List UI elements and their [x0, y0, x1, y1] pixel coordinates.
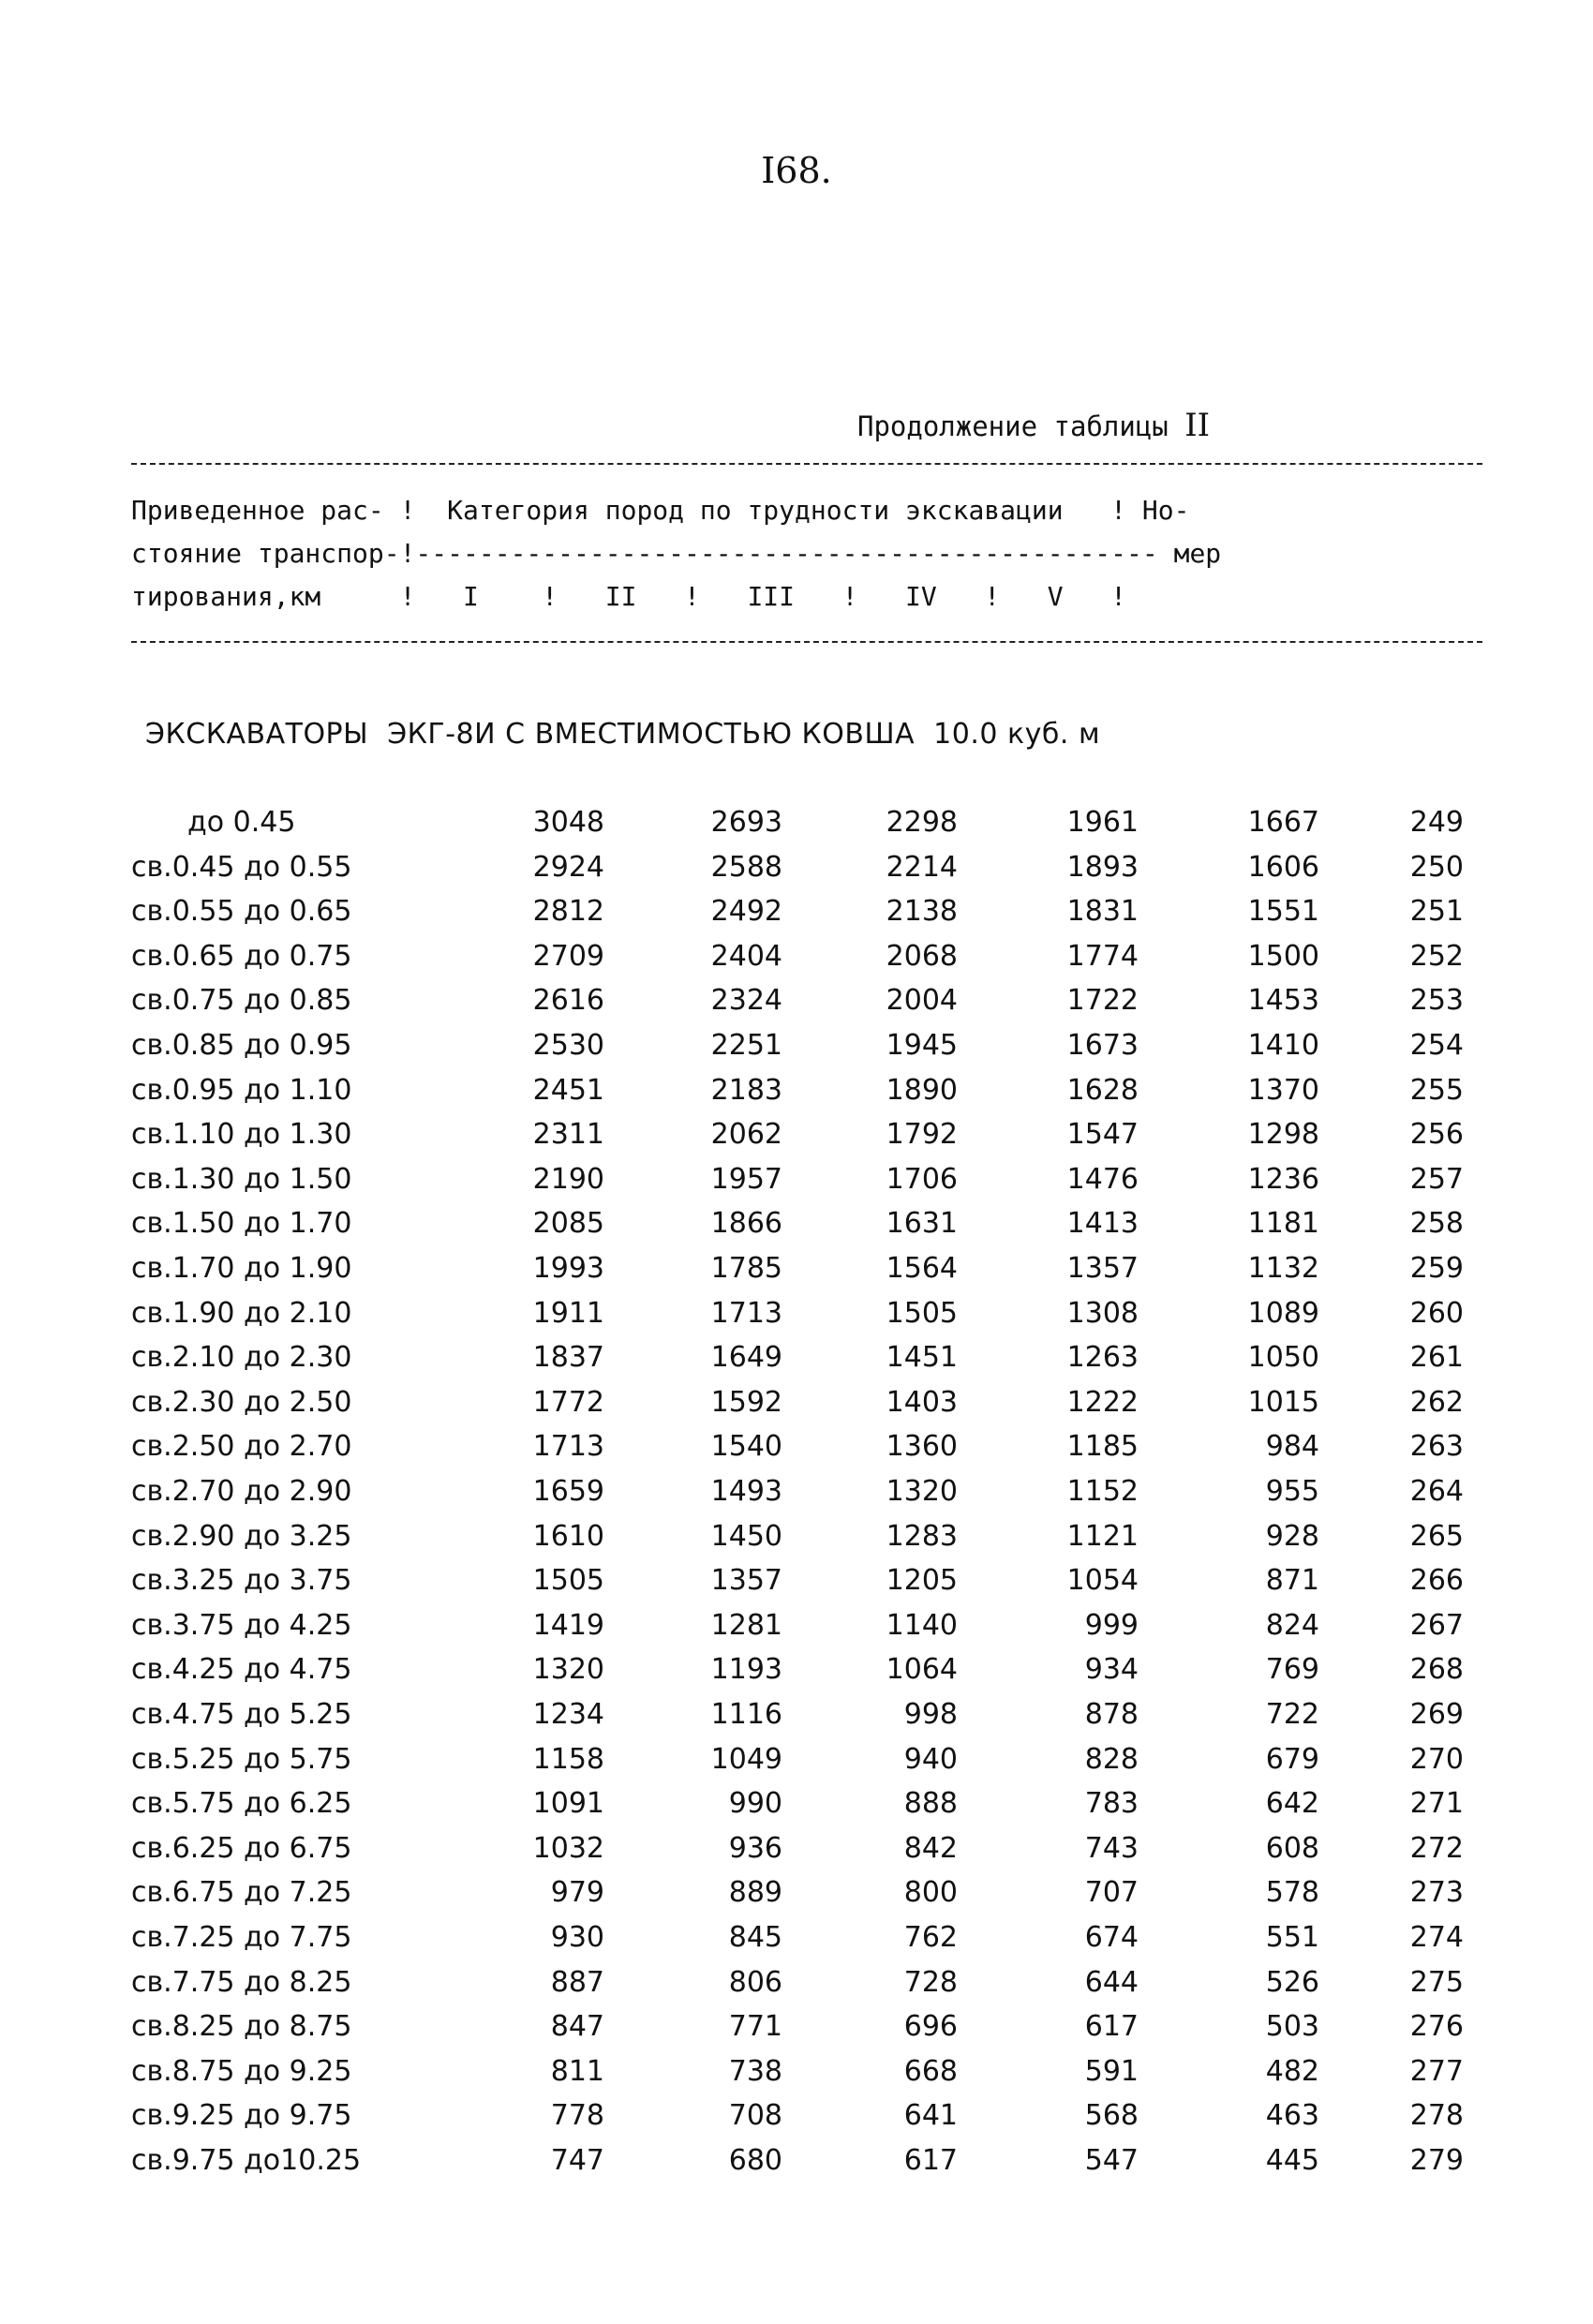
- value-cat-4: 644: [1084, 1965, 1139, 1999]
- value-cat-5: 1298: [1247, 1118, 1319, 1152]
- value-cat-2: 1713: [710, 1296, 782, 1330]
- value-cat-2: 708: [728, 2099, 782, 2133]
- value-cat-1: 1659: [532, 1475, 604, 1508]
- value-cat-3: 1451: [886, 1341, 958, 1375]
- value-cat-2: 2251: [710, 1029, 782, 1062]
- value-cat-2: 990: [728, 1787, 782, 1821]
- value-cat-1: 2085: [532, 1207, 604, 1241]
- value-cat-4: 1054: [1066, 1564, 1139, 1598]
- value-cat-3: 2214: [886, 850, 958, 884]
- value-cat-3: 800: [903, 1876, 958, 1910]
- value-cat-4: 934: [1084, 1653, 1139, 1687]
- value-cat-5: 722: [1265, 1698, 1319, 1731]
- value-cat-5: 1606: [1247, 850, 1319, 884]
- value-cat-4: 707: [1084, 1876, 1139, 1910]
- value-cat-5: 503: [1265, 2010, 1319, 2044]
- distance-range-label: до 0.45: [187, 806, 296, 839]
- value-cat-3: 1505: [886, 1296, 958, 1330]
- value-cat-3: 1890: [886, 1073, 958, 1107]
- value-cat-4: 674: [1084, 1921, 1139, 1954]
- value-cat-3: 762: [903, 1921, 958, 1954]
- value-cat-3: 1360: [886, 1430, 958, 1464]
- table-row: [0, 2010, 1593, 2048]
- value-cat-2: 1649: [710, 1341, 782, 1375]
- value-cat-5: 955: [1265, 1475, 1319, 1508]
- distance-range-label: св.2.30 до 2.50: [131, 1385, 352, 1419]
- value-cat-4: 1673: [1066, 1029, 1139, 1062]
- value-cat-3: 2068: [886, 939, 958, 973]
- value-cat-4: 1774: [1066, 939, 1139, 973]
- table-row: [0, 1297, 1593, 1334]
- value-cat-3: 1205: [886, 1564, 958, 1598]
- row-number: 254: [1409, 1029, 1464, 1062]
- table-row: [0, 1832, 1593, 1870]
- value-cat-1: 1993: [532, 1252, 604, 1285]
- value-cat-4: 1308: [1066, 1296, 1139, 1330]
- value-cat-4: 591: [1084, 2054, 1139, 2088]
- value-cat-1: 979: [550, 1876, 604, 1910]
- row-number: 279: [1409, 2144, 1464, 2177]
- value-cat-4: 828: [1084, 1742, 1139, 1776]
- value-cat-3: 2004: [886, 984, 958, 1018]
- distance-range-label: св.6.75 до 7.25: [131, 1876, 352, 1910]
- value-cat-5: 1453: [1247, 984, 1319, 1018]
- value-cat-4: 1263: [1066, 1341, 1139, 1375]
- table-row: [0, 895, 1593, 932]
- table-row: [0, 1921, 1593, 1959]
- row-number: 262: [1409, 1385, 1464, 1419]
- value-cat-1: 1091: [532, 1787, 604, 1821]
- value-cat-4: 1961: [1066, 806, 1139, 839]
- value-cat-2: 1866: [710, 1207, 782, 1241]
- row-number: 267: [1409, 1608, 1464, 1642]
- value-cat-5: 928: [1265, 1519, 1319, 1553]
- row-number: 272: [1409, 1831, 1464, 1865]
- value-cat-4: 1547: [1066, 1118, 1139, 1152]
- table-row: [0, 2144, 1593, 2182]
- value-cat-3: 1792: [886, 1118, 958, 1152]
- value-cat-5: 824: [1265, 1608, 1319, 1642]
- distance-range-label: св.2.90 до 3.25: [131, 1519, 352, 1553]
- value-cat-2: 2588: [710, 850, 782, 884]
- table-row: [0, 1430, 1593, 1467]
- table-row: [0, 1876, 1593, 1914]
- distance-range-label: св.0.75 до 0.85: [131, 984, 352, 1018]
- distance-range-label: св.0.85 до 0.95: [131, 1029, 352, 1062]
- value-cat-4: 1185: [1066, 1430, 1139, 1464]
- value-cat-3: 1320: [886, 1475, 958, 1508]
- value-cat-2: 2062: [710, 1118, 782, 1152]
- table-row: [0, 1252, 1593, 1289]
- value-cat-2: 2324: [710, 984, 782, 1018]
- header-line-1: Приведенное рас- ! Категория пород по трудности экскавации ! Но-: [131, 495, 1190, 526]
- value-cat-1: 2451: [532, 1073, 604, 1107]
- row-number: 249: [1409, 806, 1464, 839]
- table-row: [0, 1341, 1593, 1378]
- value-cat-1: 1505: [532, 1564, 604, 1598]
- header-line-3: тирования,км ! I ! II ! III ! IV ! V !: [131, 581, 1127, 612]
- value-cat-1: 1911: [532, 1296, 604, 1330]
- row-number: 271: [1409, 1787, 1464, 1821]
- value-cat-2: 1193: [710, 1653, 782, 1687]
- table-row: [0, 1475, 1593, 1512]
- row-number: 252: [1409, 939, 1464, 973]
- row-number: 269: [1409, 1698, 1464, 1731]
- value-cat-3: 842: [903, 1831, 958, 1865]
- table-row: [0, 1118, 1593, 1155]
- value-cat-4: 1893: [1066, 850, 1139, 884]
- value-cat-1: 2924: [532, 850, 604, 884]
- value-cat-4: 1121: [1066, 1519, 1139, 1553]
- value-cat-3: 2138: [886, 895, 958, 929]
- value-cat-1: 2311: [532, 1118, 604, 1152]
- value-cat-4: 568: [1084, 2099, 1139, 2133]
- value-cat-1: 2530: [532, 1029, 604, 1062]
- row-number: 266: [1409, 1564, 1464, 1598]
- distance-range-label: св.1.10 до 1.30: [131, 1118, 352, 1152]
- value-cat-3: 1403: [886, 1385, 958, 1419]
- row-number: 270: [1409, 1742, 1464, 1776]
- value-cat-2: 845: [728, 1921, 782, 1954]
- distance-range-label: св.1.70 до 1.90: [131, 1252, 352, 1285]
- value-cat-2: 1116: [710, 1698, 782, 1731]
- value-cat-5: 679: [1265, 1742, 1319, 1776]
- value-cat-4: 783: [1084, 1787, 1139, 1821]
- value-cat-1: 778: [550, 2099, 604, 2133]
- value-cat-1: 3048: [532, 806, 604, 839]
- table-row: [0, 2055, 1593, 2093]
- section-title: ЭКСКАВАТОРЫ ЭКГ-8И С ВМЕСТИМОСТЬЮ КОВША 10.0 куб. м: [145, 718, 1101, 751]
- value-cat-1: 887: [550, 1965, 604, 1999]
- distance-range-label: св.1.30 до 1.50: [131, 1162, 352, 1196]
- value-cat-1: 2190: [532, 1162, 604, 1196]
- distance-range-label: св.9.25 до 9.75: [131, 2099, 352, 2133]
- distance-range-label: св.7.75 до 8.25: [131, 1965, 352, 1999]
- value-cat-5: 1500: [1247, 939, 1319, 973]
- table-row: [0, 1207, 1593, 1244]
- value-cat-2: 2183: [710, 1073, 782, 1107]
- row-number: 253: [1409, 984, 1464, 1018]
- distance-range-label: св.4.75 до 5.25: [131, 1698, 352, 1731]
- value-cat-5: 871: [1265, 1564, 1319, 1598]
- table-row: [0, 806, 1593, 843]
- value-cat-5: 642: [1265, 1787, 1319, 1821]
- value-cat-5: 526: [1265, 1965, 1319, 1999]
- table-row: [0, 1653, 1593, 1691]
- value-cat-3: 1140: [886, 1608, 958, 1642]
- row-number: 258: [1409, 1207, 1464, 1241]
- value-cat-2: 1357: [710, 1564, 782, 1598]
- table-row: [0, 1609, 1593, 1646]
- value-cat-2: 738: [728, 2054, 782, 2088]
- value-cat-3: 728: [903, 1965, 958, 1999]
- value-cat-5: 1050: [1247, 1341, 1319, 1375]
- table-row: [0, 1564, 1593, 1601]
- value-cat-5: 1667: [1247, 806, 1319, 839]
- distance-range-label: св.4.25 до 4.75: [131, 1653, 352, 1687]
- row-number: 275: [1409, 1965, 1464, 1999]
- value-cat-2: 771: [728, 2010, 782, 2044]
- value-cat-3: 1706: [886, 1162, 958, 1196]
- row-number: 255: [1409, 1073, 1464, 1107]
- distance-range-label: св.3.75 до 4.25: [131, 1608, 352, 1642]
- value-cat-5: 578: [1265, 1876, 1319, 1910]
- value-cat-4: 1476: [1066, 1162, 1139, 1196]
- distance-range-label: св.0.55 до 0.65: [131, 895, 352, 929]
- distance-range-label: св.1.50 до 1.70: [131, 1207, 352, 1241]
- table-row: [0, 1966, 1593, 2004]
- value-cat-2: 1281: [710, 1608, 782, 1642]
- value-cat-5: 482: [1265, 2054, 1319, 2088]
- value-cat-1: 1320: [532, 1653, 604, 1687]
- value-cat-3: 1945: [886, 1029, 958, 1062]
- row-number: 273: [1409, 1876, 1464, 1910]
- value-cat-5: 463: [1265, 2099, 1319, 2133]
- distance-range-label: св.2.50 до 2.70: [131, 1430, 352, 1464]
- value-cat-4: 1357: [1066, 1252, 1139, 1285]
- value-cat-3: 617: [903, 2144, 958, 2177]
- value-cat-2: 1493: [710, 1475, 782, 1508]
- value-cat-5: 1370: [1247, 1073, 1319, 1107]
- value-cat-3: 1564: [886, 1252, 958, 1285]
- value-cat-5: 551: [1265, 1921, 1319, 1954]
- value-cat-5: 608: [1265, 1831, 1319, 1865]
- value-cat-5: 1015: [1247, 1385, 1319, 1419]
- value-cat-4: 547: [1084, 2144, 1139, 2177]
- row-number: 263: [1409, 1430, 1464, 1464]
- value-cat-4: 1628: [1066, 1073, 1139, 1107]
- value-cat-3: 668: [903, 2054, 958, 2088]
- value-cat-4: 878: [1084, 1698, 1139, 1731]
- value-cat-4: 1413: [1066, 1207, 1139, 1241]
- row-number: 261: [1409, 1341, 1464, 1375]
- table-row: [0, 1029, 1593, 1066]
- row-number: 274: [1409, 1921, 1464, 1954]
- value-cat-1: 1158: [532, 1742, 604, 1776]
- distance-range-label: св.2.70 до 2.90: [131, 1475, 352, 1508]
- value-cat-2: 1957: [710, 1162, 782, 1196]
- row-number: 264: [1409, 1475, 1464, 1508]
- value-cat-3: 641: [903, 2099, 958, 2133]
- value-cat-1: 811: [550, 2054, 604, 2088]
- value-cat-1: 1837: [532, 1341, 604, 1375]
- row-number: 278: [1409, 2099, 1464, 2133]
- value-cat-3: 940: [903, 1742, 958, 1776]
- distance-range-label: св.7.25 до 7.75: [131, 1921, 352, 1954]
- row-number: 265: [1409, 1519, 1464, 1553]
- row-number: 268: [1409, 1653, 1464, 1687]
- value-cat-5: 1089: [1247, 1296, 1319, 1330]
- continuation-text: Продолжение таблицы: [857, 410, 1185, 442]
- table-row: [0, 940, 1593, 977]
- table-row: [0, 1386, 1593, 1423]
- page-number: I68.: [761, 150, 832, 191]
- value-cat-4: 1831: [1066, 895, 1139, 929]
- value-cat-3: 998: [903, 1698, 958, 1731]
- value-cat-2: 1592: [710, 1385, 782, 1419]
- value-cat-3: 1283: [886, 1519, 958, 1553]
- value-cat-1: 1234: [532, 1698, 604, 1731]
- value-cat-2: 680: [728, 2144, 782, 2177]
- value-cat-2: 1450: [710, 1519, 782, 1553]
- row-number: 277: [1409, 2054, 1464, 2088]
- value-cat-2: 889: [728, 1876, 782, 1910]
- value-cat-2: 1049: [710, 1742, 782, 1776]
- value-cat-1: 1419: [532, 1608, 604, 1642]
- value-cat-5: 1181: [1247, 1207, 1319, 1241]
- value-cat-1: 1713: [532, 1430, 604, 1464]
- value-cat-1: 1032: [532, 1831, 604, 1865]
- value-cat-3: 1064: [886, 1653, 958, 1687]
- distance-range-label: св.5.25 до 5.75: [131, 1742, 352, 1776]
- table-row: [0, 1163, 1593, 1200]
- value-cat-1: 2812: [532, 895, 604, 929]
- distance-range-label: св.5.75 до 6.25: [131, 1787, 352, 1821]
- value-cat-5: 769: [1265, 1653, 1319, 1687]
- value-cat-4: 617: [1084, 2010, 1139, 2044]
- distance-range-label: св.0.95 до 1.10: [131, 1073, 352, 1107]
- value-cat-5: 445: [1265, 2144, 1319, 2177]
- value-cat-2: 1785: [710, 1252, 782, 1285]
- value-cat-1: 747: [550, 2144, 604, 2177]
- distance-range-label: св.6.25 до 6.75: [131, 1831, 352, 1865]
- value-cat-5: 1551: [1247, 895, 1319, 929]
- value-cat-5: 984: [1265, 1430, 1319, 1464]
- value-cat-2: 1540: [710, 1430, 782, 1464]
- distance-range-label: св.8.75 до 9.25: [131, 2054, 352, 2088]
- value-cat-5: 1236: [1247, 1162, 1319, 1196]
- distance-range-label: св.3.25 до 3.75: [131, 1564, 352, 1598]
- distance-range-label: св.2.10 до 2.30: [131, 1341, 352, 1375]
- value-cat-1: 847: [550, 2010, 604, 2044]
- row-number: 257: [1409, 1162, 1464, 1196]
- value-cat-1: 1772: [532, 1385, 604, 1419]
- distance-range-label: св.1.90 до 2.10: [131, 1296, 352, 1330]
- value-cat-4: 999: [1084, 1608, 1139, 1642]
- table-row: [0, 1520, 1593, 1557]
- table-row: [0, 984, 1593, 1021]
- value-cat-5: 1132: [1247, 1252, 1319, 1285]
- value-cat-3: 1631: [886, 1207, 958, 1241]
- value-cat-3: 2298: [886, 806, 958, 839]
- row-number: 251: [1409, 895, 1464, 929]
- row-number: 260: [1409, 1296, 1464, 1330]
- value-cat-1: 2616: [532, 984, 604, 1018]
- table-row: [0, 1787, 1593, 1825]
- value-cat-2: 2404: [710, 939, 782, 973]
- value-cat-4: 1722: [1066, 984, 1139, 1018]
- value-cat-1: 1610: [532, 1519, 604, 1553]
- header-line-2: стояние транспор-!----------------------------------------------- мер: [131, 538, 1222, 569]
- distance-range-label: св.9.75 до10.25: [131, 2144, 362, 2177]
- value-cat-4: 743: [1084, 1831, 1139, 1865]
- row-number: 259: [1409, 1252, 1464, 1285]
- table-row: [0, 2099, 1593, 2137]
- table-row: [0, 1074, 1593, 1111]
- value-cat-2: 2492: [710, 895, 782, 929]
- value-cat-2: 936: [728, 1831, 782, 1865]
- row-number: 276: [1409, 2010, 1464, 2044]
- table-row: [0, 851, 1593, 888]
- distance-range-label: св.8.25 до 8.75: [131, 2010, 352, 2044]
- distance-range-label: св.0.65 до 0.75: [131, 939, 352, 973]
- table-number: II: [1184, 407, 1211, 444]
- row-number: 250: [1409, 850, 1464, 884]
- table-row: [0, 1743, 1593, 1780]
- value-cat-1: 2709: [532, 939, 604, 973]
- value-cat-4: 1222: [1066, 1385, 1139, 1419]
- row-number: 256: [1409, 1118, 1464, 1152]
- value-cat-4: 1152: [1066, 1475, 1139, 1508]
- value-cat-5: 1410: [1247, 1029, 1319, 1062]
- value-cat-2: 2693: [710, 806, 782, 839]
- value-cat-3: 888: [903, 1787, 958, 1821]
- distance-range-label: св.0.45 до 0.55: [131, 850, 352, 884]
- value-cat-2: 806: [728, 1965, 782, 1999]
- value-cat-3: 696: [903, 2010, 958, 2044]
- value-cat-1: 930: [550, 1921, 604, 1954]
- table-row: [0, 1698, 1593, 1736]
